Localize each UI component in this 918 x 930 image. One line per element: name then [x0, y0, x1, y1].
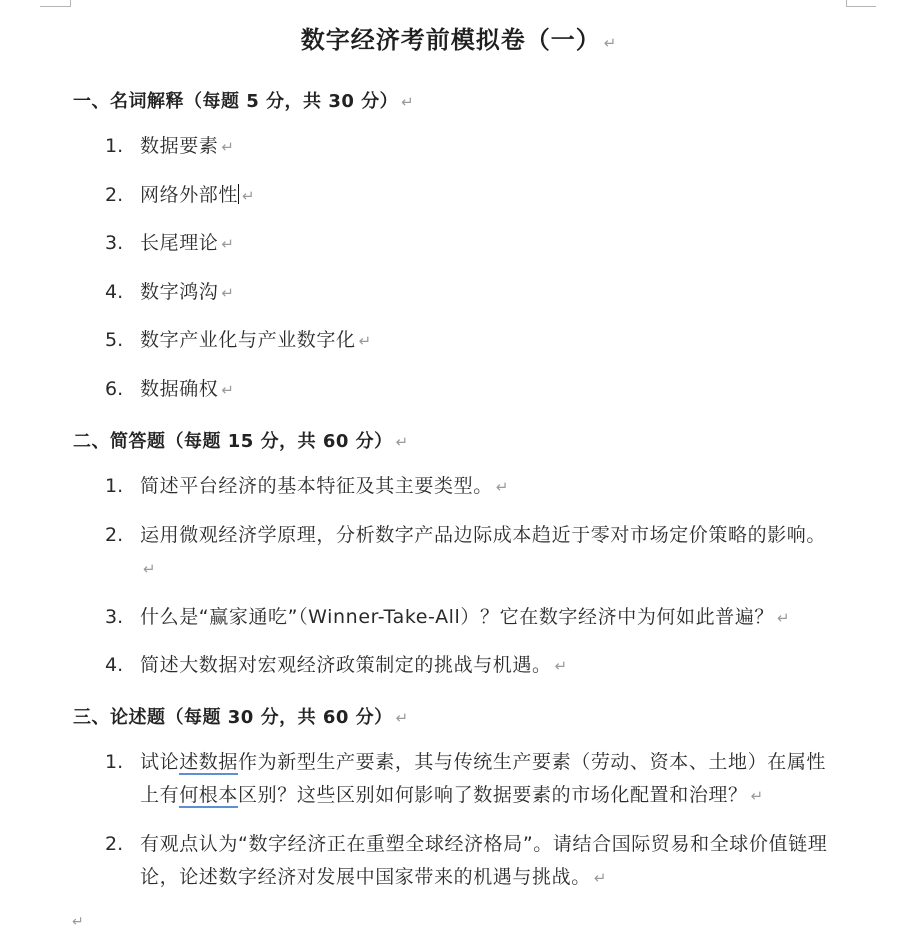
list-item[interactable] [105, 649, 835, 683]
paragraph-mark-icon: ↵ [554, 657, 568, 675]
paragraph-mark-icon: ↵ [221, 381, 235, 399]
list-item-text[interactable]: 简述大数据对宏观经济政策制定的挑战与机遇。 [140, 654, 552, 676]
list-number: 2. [105, 184, 124, 206]
list-number: 4. [105, 654, 124, 676]
list-number: 2. [105, 524, 124, 546]
paragraph-mark-icon: ↵ [221, 284, 235, 302]
document-title-text[interactable]: 数字经济考前模拟卷（一） [300, 26, 601, 54]
list-item-text[interactable]: 长尾理论 [140, 232, 219, 254]
crop-mark-top-right-vertical [846, 0, 847, 7]
section-heading-text[interactable]: 一、名词解释（每题 5 分，共 30 分） [73, 91, 399, 112]
list-item-text[interactable]: 简述平台经济的基本特征及其主要类型。 [140, 475, 493, 497]
list-item[interactable] [105, 179, 835, 213]
section-heading-2[interactable] [73, 427, 409, 453]
list-item-text[interactable]: 数字鸿沟 [140, 281, 219, 303]
list-number: 1. [105, 135, 124, 157]
list-item[interactable] [105, 746, 835, 813]
crop-mark-top-left [40, 0, 70, 7]
paragraph-mark-icon: ↵ [401, 93, 415, 111]
list-number: 4. [105, 281, 124, 303]
section-heading-1[interactable] [73, 87, 414, 113]
paragraph-mark-icon: ↵ [593, 869, 607, 887]
crop-mark-top-right [846, 0, 876, 7]
paragraph-mark-icon: ↵ [221, 235, 235, 253]
list-item[interactable] [105, 519, 835, 586]
list-number: 1. [105, 475, 124, 497]
paragraph-mark-icon: ↵ [72, 914, 84, 930]
list-item[interactable] [105, 470, 835, 504]
list-number: 6. [105, 378, 124, 400]
section-heading-3[interactable] [73, 703, 409, 729]
paragraph-mark-icon: ↵ [221, 138, 235, 156]
text-cursor [238, 184, 239, 204]
paragraph-mark-icon: ↵ [777, 609, 791, 627]
list-item[interactable] [105, 227, 835, 261]
list-item-text[interactable]: 运用微观经济学原理，分析数字产品边际成本趋近于零对市场定价策略的影响。 [140, 524, 827, 546]
list-number: 2. [105, 833, 124, 855]
list-item-text-part[interactable]: 作为新型生产要素，其与传统生产要素（劳动、资本、土地）在属性上有 [140, 751, 827, 806]
list-item-text[interactable]: 数据要素 [140, 135, 219, 157]
paragraph-mark-icon: ↵ [242, 187, 256, 205]
list-number: 3. [105, 606, 124, 628]
list-number: 5. [105, 329, 124, 351]
paragraph-mark-icon: ↵ [395, 433, 409, 451]
section-heading-text[interactable]: 三、论述题（每题 30 分，共 60 分） [73, 707, 393, 728]
paragraph-mark-icon: ↵ [358, 332, 372, 350]
list-item[interactable] [105, 373, 835, 407]
section-heading-text[interactable]: 二、简答题（每题 15 分，共 60 分） [73, 431, 393, 452]
list-item-text-part[interactable]: 试论 [140, 751, 180, 773]
list-item[interactable] [105, 324, 835, 358]
list-item-text[interactable]: 数字产业化与产业数字化 [140, 329, 356, 351]
paragraph-mark-icon: ↵ [495, 478, 509, 496]
list-item[interactable] [105, 828, 835, 895]
list-item[interactable] [105, 130, 835, 164]
document-title[interactable] [0, 20, 918, 55]
crop-mark-top-left-vertical [70, 0, 71, 7]
paragraph-mark-icon: ↵ [603, 34, 618, 52]
list-item-text-part[interactable]: 区别？这些区别如何影响了数据要素的市场化配置和治理？ [238, 784, 748, 806]
grammar-suggestion-underline[interactable]: 何根本 [179, 784, 239, 806]
grammar-suggestion-underline[interactable]: 述数据 [179, 751, 239, 773]
list-item-text[interactable]: 网络外部性 [140, 184, 239, 206]
paragraph-mark-icon: ↵ [750, 787, 764, 805]
list-item-text[interactable]: 数据确权 [140, 378, 219, 400]
paragraph-mark-icon: ↵ [143, 560, 157, 578]
list-number: 3. [105, 232, 124, 254]
list-item-text[interactable]: 什么是“赢家通吃”（Winner-Take-All）？它在数字经济中为何如此普遍？ [140, 606, 775, 628]
paragraph-mark-icon: ↵ [395, 709, 409, 727]
list-item-text[interactable]: 有观点认为“数字经济正在重塑全球经济格局”。请结合国际贸易和全球价值链理论，论述数字经济对发展中国家带来的机遇与挑战。 [140, 833, 828, 888]
list-item[interactable] [105, 601, 835, 635]
list-number: 1. [105, 751, 124, 773]
list-item[interactable] [105, 276, 835, 310]
